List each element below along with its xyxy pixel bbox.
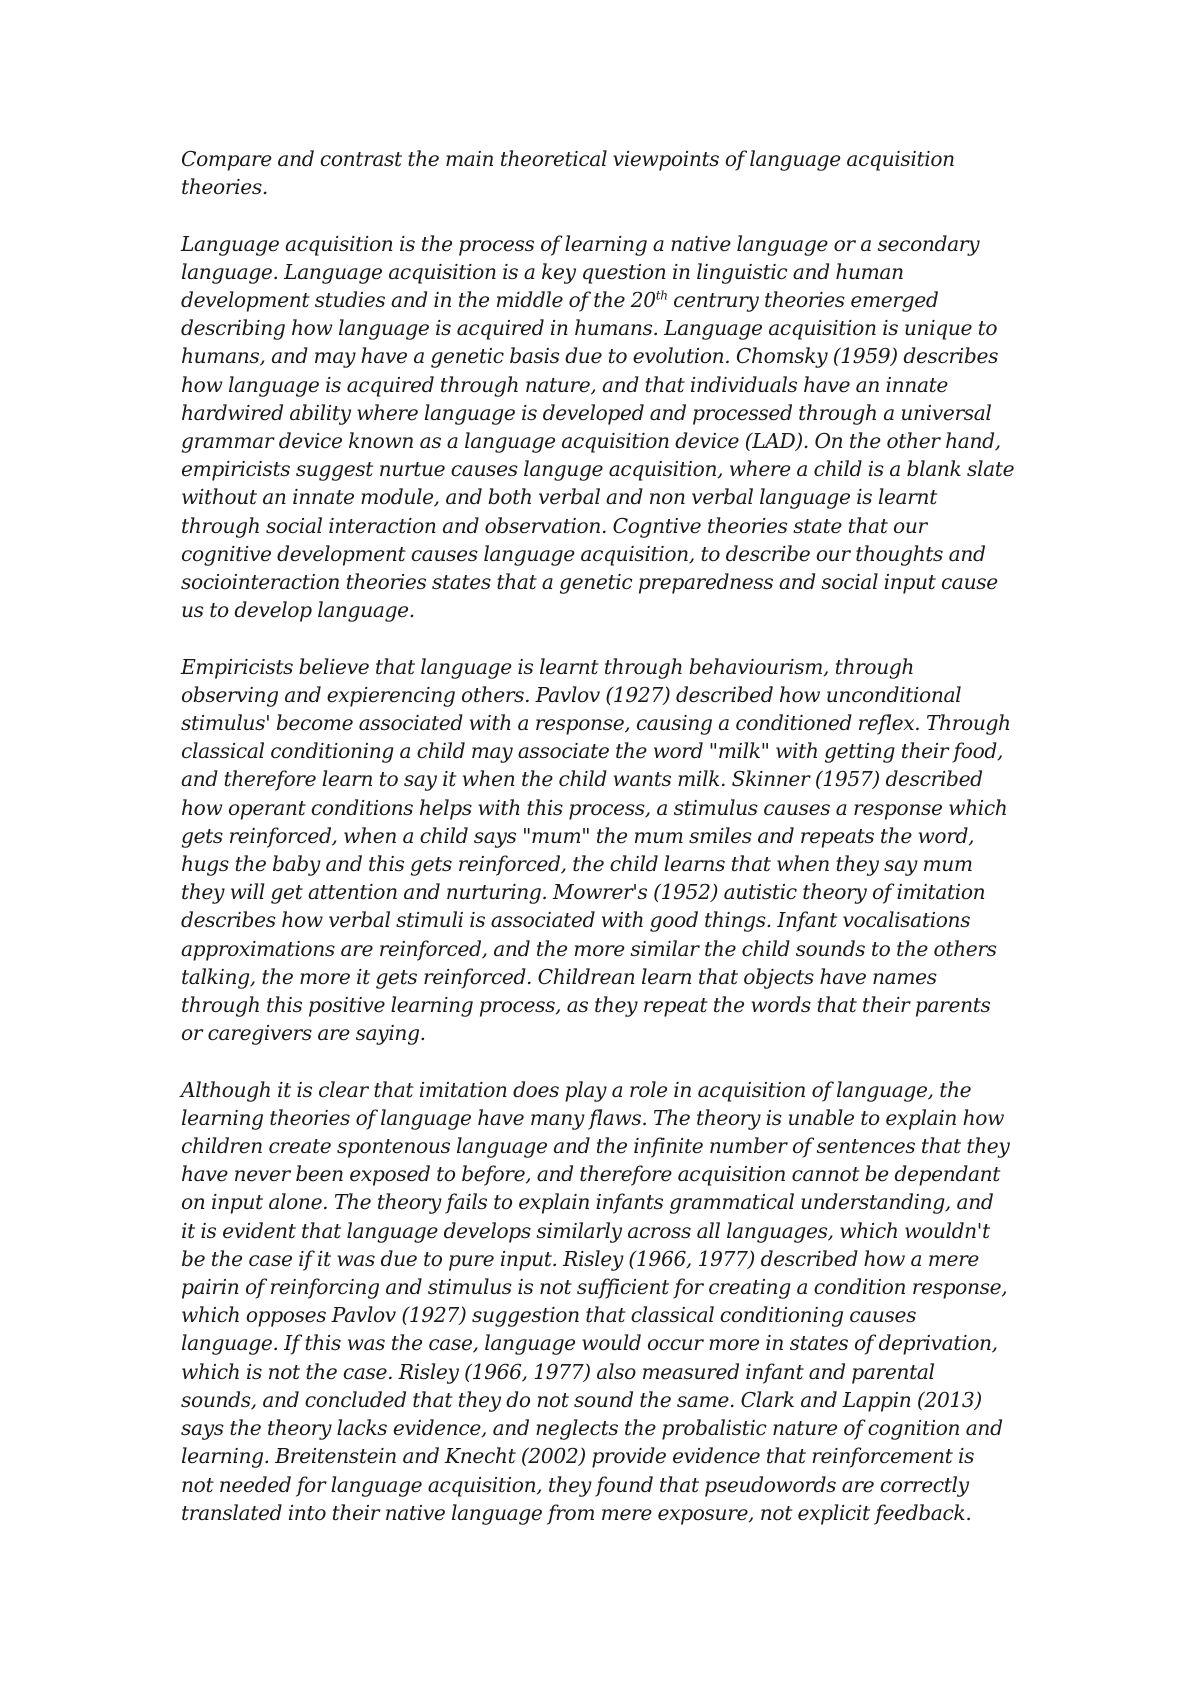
text-segment: centrury theories emerged bbox=[667, 288, 939, 312]
text-line: which opposes Pavlov (1927) suggestion that classical conditioning causes bbox=[181, 1303, 917, 1328]
text-line-with-superscript bbox=[181, 286, 1031, 314]
text-line: how language is acquired through nature, and that individuals have an innate bbox=[181, 372, 948, 397]
essay-question bbox=[181, 145, 1031, 201]
text-line: Compare and contrast the main theoretical viewpoints of language acquisition bbox=[181, 147, 955, 171]
text-line: how operant conditions helps with this process, a stimulus causes a response which bbox=[181, 795, 1008, 820]
text-line: children create spontenous language and the infinite number of sentences that they bbox=[181, 1134, 1010, 1159]
text-line: stimulus' become associated with a response, causing a conditioned reflex. Through bbox=[181, 711, 1011, 736]
text-line: through social interaction and observation. Cogntive theories state that our bbox=[181, 513, 927, 538]
text-line: sounds, and concluded that they do not sound the same. Clark and Lappin (2013) bbox=[181, 1387, 982, 1412]
text-line: language. If this was the case, language would occur more in states of deprivation, bbox=[181, 1331, 998, 1356]
document-body bbox=[181, 145, 1031, 1555]
text-line: humans, and may have a genetic basis due to evolution. Chomsky (1959) describes bbox=[181, 344, 999, 369]
paragraph-empiricists bbox=[181, 653, 1031, 1048]
text-line: us to develop language. bbox=[181, 598, 415, 623]
text-line: cognitive development causes language acquisition, to describe our thoughts and bbox=[181, 541, 986, 566]
text-line: which is not the case. Risley (1966, 1977) also measured infant and parental bbox=[181, 1359, 935, 1384]
text-line: Language acquisition is the process of learning a native language or a secondary bbox=[181, 231, 980, 256]
text-line: pairin of reinforcing and stimulus is not sufficient for creating a condition response, bbox=[181, 1275, 1008, 1300]
text-line: Although it is clear that imitation does play a role in acquisition of language, the bbox=[181, 1077, 972, 1102]
text-line: it is evident that language develops similarly across all languages, which wouldn't bbox=[181, 1218, 990, 1243]
text-line: sociointeraction theories states that a genetic preparedness and social input cause bbox=[181, 570, 998, 595]
text-line: translated into their native language from mere exposure, not explicit feedback. bbox=[181, 1500, 972, 1525]
text-line: classical conditioning a child may associate the word "milk" with getting their food, bbox=[181, 739, 1004, 764]
text-line: and therefore learn to say it when the child wants milk. Skinner (1957) described bbox=[181, 767, 983, 792]
superscript-ordinal: th bbox=[655, 288, 668, 303]
text-line: says the theory lacks evidence, and neglects the probalistic nature of cognition and bbox=[181, 1416, 1003, 1441]
text-line: theories. bbox=[181, 175, 268, 200]
text-line: learning. Breitenstein and Knecht (2002) provide evidence that reinforcement is bbox=[181, 1444, 975, 1469]
text-line: through this positive learning process, as they repeat the words that their parents bbox=[181, 993, 991, 1018]
text-line: on input alone. The theory fails to explain infants grammatical understanding, and bbox=[181, 1190, 994, 1215]
text-line: grammar device known as a language acquisition device (LAD). On the other hand, bbox=[181, 429, 1001, 454]
paragraph-introduction bbox=[181, 230, 1031, 625]
text-line: they will get attention and nurturing. Mowrer's (1952) autistic theory of imitation bbox=[181, 880, 986, 905]
text-line: Empiricists believe that language is learnt through behaviourism, through bbox=[181, 654, 915, 679]
text-line: be the case if it was due to pure input. Risley (1966, 1977) described how a mere bbox=[181, 1246, 979, 1271]
text-line: approximations are reinforced, and the more similar the child sounds to the others bbox=[181, 936, 997, 961]
text-line: learning theories of language have many flaws. The theory is unable to explain how bbox=[181, 1105, 1005, 1130]
text-line: describing how language is acquired in humans. Language acquisition is unique to bbox=[181, 316, 998, 341]
text-line: talking, the more it gets reinforced. Childrean learn that objects have names bbox=[181, 964, 937, 989]
text-line: hugs the baby and this gets reinforced, the child learns that when they say mum bbox=[181, 852, 973, 877]
text-line: observing and expierencing others. Pavlov (1927) described how unconditional bbox=[181, 682, 962, 707]
paragraph-criticism bbox=[181, 1076, 1031, 1527]
text-line: hardwired ability where language is developed and processed through a universal bbox=[181, 400, 992, 425]
text-line: without an innate module, and both verbal and non verbal language is learnt bbox=[181, 485, 937, 510]
text-line: or caregivers are saying. bbox=[181, 1021, 426, 1046]
text-line: gets reinforced, when a child says "mum" the mum smiles and repeats the word, bbox=[181, 823, 975, 848]
text-segment: development studies and in the middle of the 20 bbox=[181, 288, 656, 312]
text-line: empiricists suggest nurtue causes languge acquisition, where a child is a blank slate bbox=[181, 457, 1015, 482]
text-line: have never been exposed to before, and therefore acquisition cannot be dependant bbox=[181, 1162, 1001, 1187]
text-line: not needed for language acquisition, they found that pseudowords are correctly bbox=[181, 1472, 969, 1497]
text-line: describes how verbal stimuli is associated with good things. Infant vocalisations bbox=[181, 908, 971, 933]
text-line: language. Language acquisition is a key question in linguistic and human bbox=[181, 259, 904, 284]
